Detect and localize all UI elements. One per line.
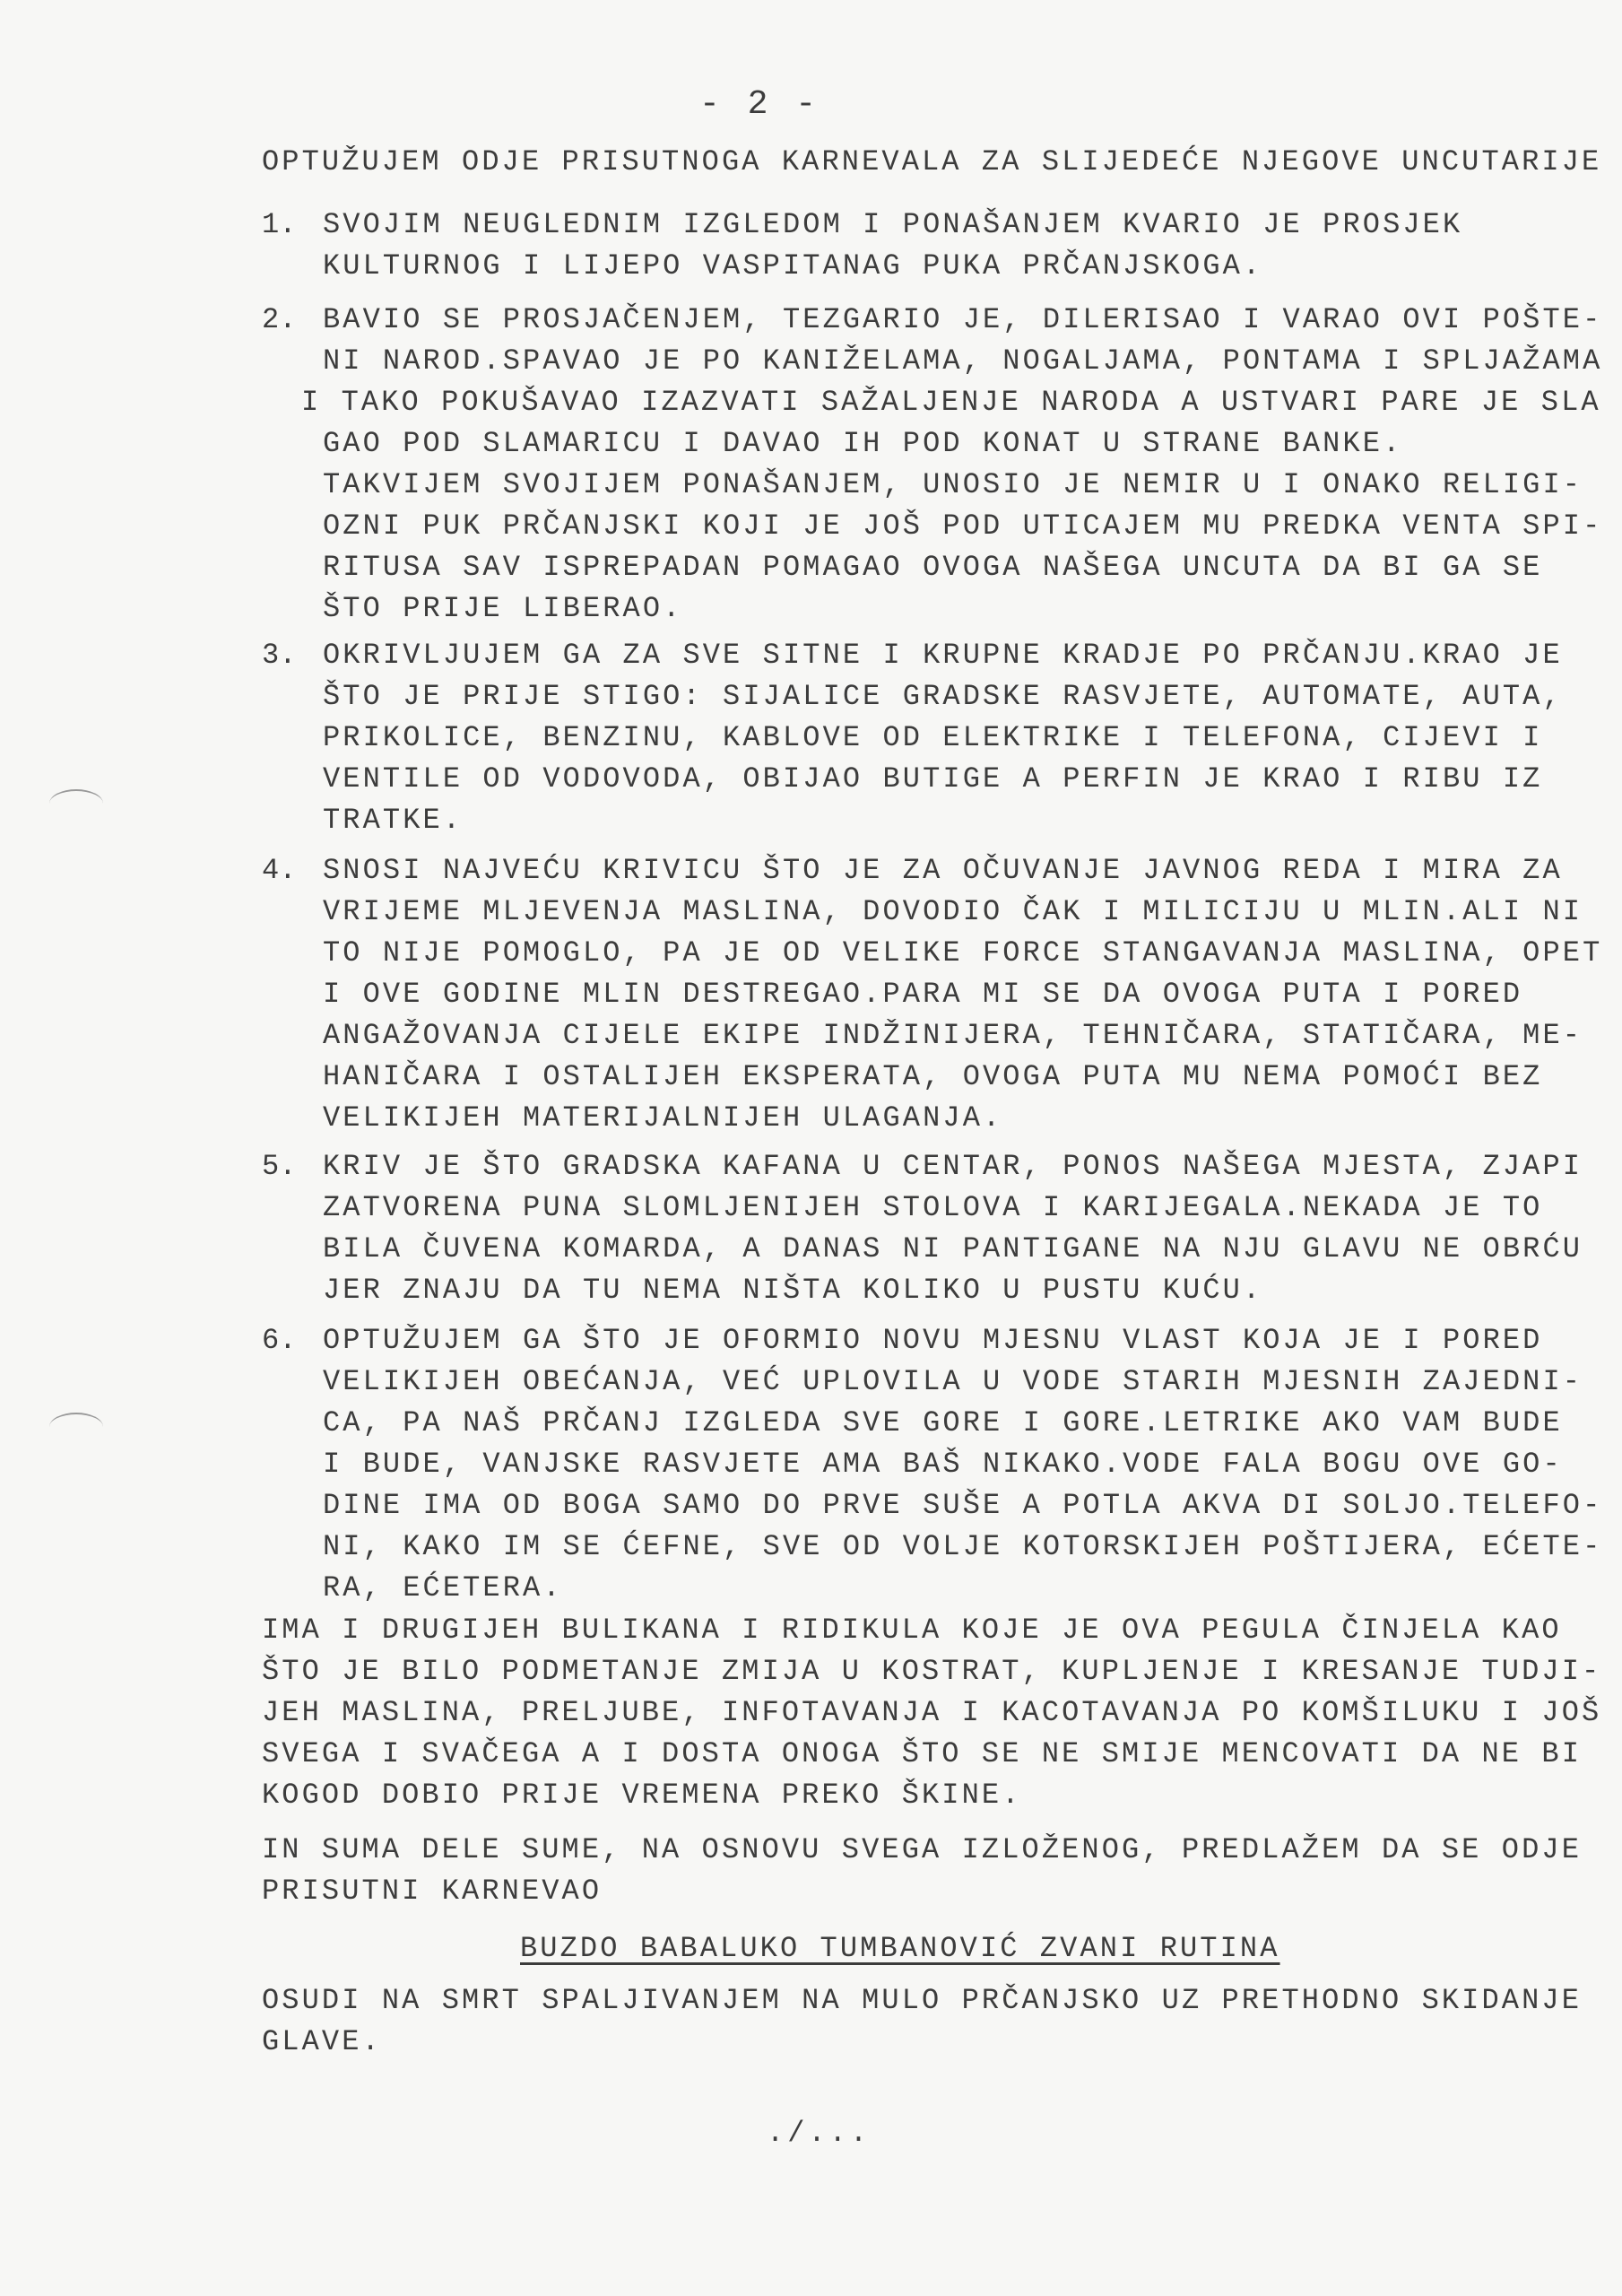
paragraph-summary	[262, 1830, 1582, 1912]
paragraph-line: IN SUMA DELE SUME, NA OSNOVU SVEGA IZLOŽENOG, PREDLAŽEM DA SE ODJE	[262, 1833, 1583, 1866]
paragraph-other-misdeeds	[262, 1610, 1601, 1816]
item-line: NI NAROD.SPAVAO JE PO KANIŽELAMA, NOGALJAMA, PONTAMA I SPLJAŽAMA	[323, 344, 1603, 378]
item-line: RA, EĆETERA.	[323, 1571, 563, 1605]
item-line: ŠTO JE PRIJE STIGO: SIJALICE GRADSKE RASVJETE, AUTOMATE, AUTA,	[323, 680, 1563, 713]
item-line: NI, KAKO IM SE ĆEFNE, SVE OD VOLJE KOTORSKIJEH POŠTIJERA, EĆETE-	[323, 1530, 1603, 1563]
item-line: ZATVORENA PUNA SLOMLJENIJEH STOLOVA I KARIJEGALA.NEKADA JE TO	[323, 1191, 1543, 1224]
continuation-mark: ./...	[767, 2117, 872, 2150]
item-line: KRIV JE ŠTO GRADSKA KAFANA U CENTAR, PONOS NAŠEGA MJESTA, ZJAPI	[323, 1150, 1583, 1183]
item-line: BAVIO SE PROSJAČENJEM, TEZGARIO JE, DILERISAO I VARAO OVI POŠTE-	[323, 303, 1603, 336]
item-number: 5.	[262, 1150, 297, 1183]
item-line: VELIKIJEH MATERIJALNIJEH ULAGANJA.	[323, 1101, 1003, 1135]
paragraph-line: JEH MASLINA, PRELJUBE, INFOTAVANJA I KACOTAVANJA PO KOMŠILUKU I JOŠ	[262, 1696, 1602, 1729]
paragraph-line: OSUDI NA SMRT SPALJIVANJEM NA MULO PRČANJSKO UZ PRETHODNO SKIDANJE	[262, 1984, 1583, 2017]
item-line: OKRIVLJUJEM GA ZA SVE SITNE I KRUPNE KRADJE PO PRČANJU.KRAO JE	[323, 639, 1563, 672]
intro-line: OPTUŽUJEM ODJE PRISUTNOGA KARNEVALA ZA SLIJEDEĆE NJEGOVE UNCUTARIJE	[262, 145, 1602, 178]
item-line: PRIKOLICE, BENZINU, KABLOVE OD ELEKTRIKE I TELEFONA, CIJEVI I	[323, 721, 1543, 754]
item-line: DINE IMA OD BOGA SAMO DO PRVE SUŠE A POTLA AKVA DI SOLJO.TELEFO-	[323, 1489, 1603, 1522]
paragraph-line: PRISUTNI KARNEVAO	[262, 1874, 603, 1908]
item-line: SNOSI NAJVEĆU KRIVICU ŠTO JE ZA OČUVANJE JAVNOG REDA I MIRA ZA	[323, 854, 1563, 887]
item-line: ŠTO PRIJE LIBERAO.	[323, 592, 683, 625]
item-line: OZNI PUK PRČANJSKI KOJI JE JOŠ POD UTICAJEM MU PREDKA VENTA SPI-	[323, 509, 1603, 543]
item-line: TO NIJE POMOGLO, PA JE OD VELIKE FORCE STANGAVANJA MASLINA, OPET	[323, 936, 1603, 970]
item-number: 4.	[262, 854, 297, 887]
paragraph-line: KOGOD DOBIO PRIJE VREMENA PREKO ŠKINE.	[262, 1779, 1022, 1812]
item-line: I BUDE, VANJSKE RASVJETE AMA BAŠ NIKAKO.VODE FALA BOGU OVE GO-	[323, 1448, 1563, 1481]
item-line: CA, PA NAŠ PRČANJ IZGLEDA SVE GORE I GORE.LETRIKE AKO VAM BUDE	[323, 1406, 1563, 1439]
item-line: KULTURNOG I LIJEPO VASPITANAG PUKA PRČANJSKOGA.	[323, 249, 1263, 283]
item-line: I TAKO POKUŠAVAO IZAZVATI SAŽALJENJE NARODA A USTVARI PARE JE SLA	[301, 386, 1601, 419]
item-number: 2.	[262, 303, 297, 336]
item-line: ANGAŽOVANJA CIJELE EKIPE INDŽINIJERA, TEHNIČARA, STATIČARA, ME-	[323, 1019, 1583, 1052]
paragraph-sentence	[262, 1980, 1582, 2063]
accused-name: BUZDO BABALUKO TUMBANOVIĆ ZVANI RUTINA	[520, 1932, 1280, 1965]
punch-hole-mark	[49, 1413, 103, 1441]
item-line: TAKVIJEM SVOJIJEM PONAŠANJEM, UNOSIO JE NEMIR U I ONAKO RELIGI-	[323, 468, 1583, 501]
paragraph-line: SVEGA I SVAČEGA A I DOSTA ONOGA ŠTO SE NE SMIJE MENCOVATI DA NE BI	[262, 1737, 1583, 1770]
paragraph-line: IMA I DRUGIJEH BULIKANA I RIDIKULA KOJE JE OVA PEGULA ČINJELA KAO	[262, 1613, 1562, 1647]
item-line: VELIKIJEH OBEĆANJA, VEĆ UPLOVILA U VODE STARIH MJESNIH ZAJEDNI-	[323, 1365, 1583, 1398]
item-line: TRATKE.	[323, 804, 464, 837]
paragraph-line: ŠTO JE BILO PODMETANJE ZMIJA U KOSTRAT, KUPLJENJE I KRESANJE TUDJI-	[262, 1655, 1602, 1688]
item-line: SVOJIM NEUGLEDNIM IZGLEDOM I PONAŠANJEM KVARIO JE PROSJEK	[323, 208, 1463, 241]
item-line: GAO POD SLAMARICU I DAVAO IH POD KONAT U STRANE BANKE.	[323, 427, 1403, 460]
item-line: I OVE GODINE MLIN DESTREGAO.PARA MI SE DA OVOGA PUTA I PORED	[323, 978, 1523, 1011]
item-line: JER ZNAJU DA TU NEMA NIŠTA KOLIKO U PUSTU KUĆU.	[323, 1274, 1263, 1307]
item-line: VENTILE OD VODOVODA, OBIJAO BUTIGE A PERFIN JE KRAO I RIBU IZ	[323, 762, 1543, 796]
item-line: OPTUŽUJEM GA ŠTO JE OFORMIO NOVU MJESNU VLAST KOJA JE I PORED	[323, 1324, 1543, 1357]
item-number: 3.	[262, 639, 297, 672]
item-line: HANIČARA I OSTALIJEH EKSPERATA, OVOGA PUTA MU NEMA POMOĆI BEZ	[323, 1060, 1543, 1093]
item-number: 1.	[262, 208, 297, 241]
page-number: - 2 -	[699, 85, 820, 124]
paragraph-line: GLAVE.	[262, 2025, 382, 2058]
item-line: VRIJEME MLJEVENJA MASLINA, DOVODIO ČAK I MILICIJU U MLIN.ALI NI	[323, 895, 1583, 928]
item-line: BILA ČUVENA KOMARDA, A DANAS NI PANTIGANE NA NJU GLAVU NE OBRĆU	[323, 1232, 1583, 1265]
item-number: 6.	[262, 1324, 297, 1357]
punch-hole-mark	[49, 789, 103, 818]
item-line: RITUSA SAV ISPREPADAN POMAGAO OVOGA NAŠEGA UNCUTA DA BI GA SE	[323, 551, 1543, 584]
